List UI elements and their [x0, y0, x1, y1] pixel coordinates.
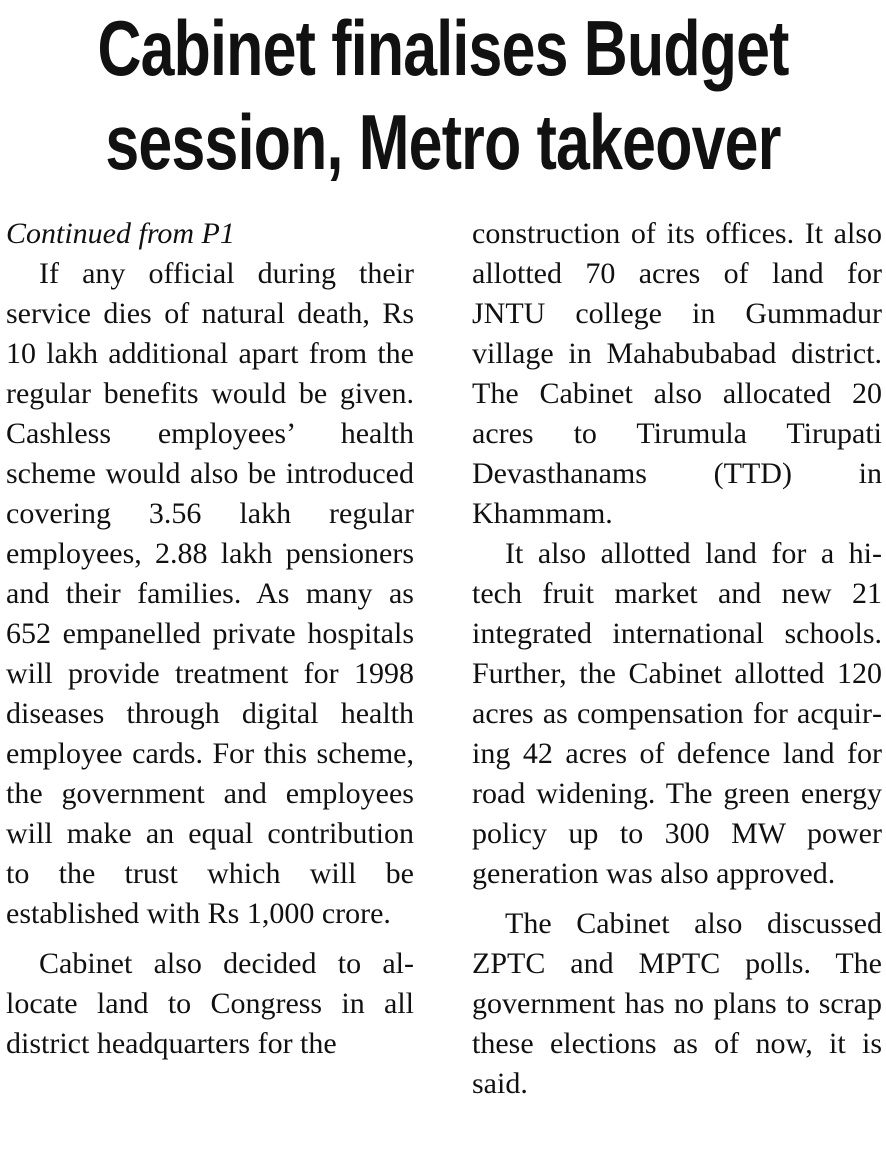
right-column [472, 214, 882, 1104]
right-paragraph-2: It also allotted land for a hi-tech fruit market and new 21 integrated international schools. Further, the Cabinet allotted 120 acres as compensation for acquiring 42 acres of defence land for road widening. The green energy policy up to 300 MW power generation was also approved. [472, 537, 882, 890]
left-column [6, 214, 414, 1064]
headline-line-2: session, Metro takeover [105, 98, 781, 186]
left-paragraph-2: Cabinet also decided to allocate land to Congress in all district headquarters for the [6, 947, 414, 1060]
right-paragraph-1: construction of its offices. It also allotted 70 acres of land for JNTU college in Gummadur village in Mahabubabad district. The Cabinet also allocated 20 acres to Tirumula Tirupati Devasthanams (TTD) in Khammam. [472, 217, 882, 530]
headline-line-1: Cabinet finalises Budget [97, 4, 789, 92]
left-paragraph-1: If any official during their service dies of natural death, Rs 10 lakh additional apart from the regular benefits would be given. Cashless employees’ health scheme would also be introduced covering 3.56 lakh regular employees, 2.88 lakh pensioners and their families. As many as 652 empanelled private hospitals will provide treatment for 1998 diseases through digital health employee cards. For this scheme, the government and employees will make an equal contribution to the trust which will be established with Rs 1,000 crore. [6, 257, 414, 930]
headline [97, 0, 788, 188]
continued-from-label: Continued from P1 [6, 217, 235, 250]
right-paragraph-3: The Cabinet also discussed ZPTC and MPTC polls. The government has no plans to scrap these elections as of now, it is said. [472, 907, 882, 1100]
